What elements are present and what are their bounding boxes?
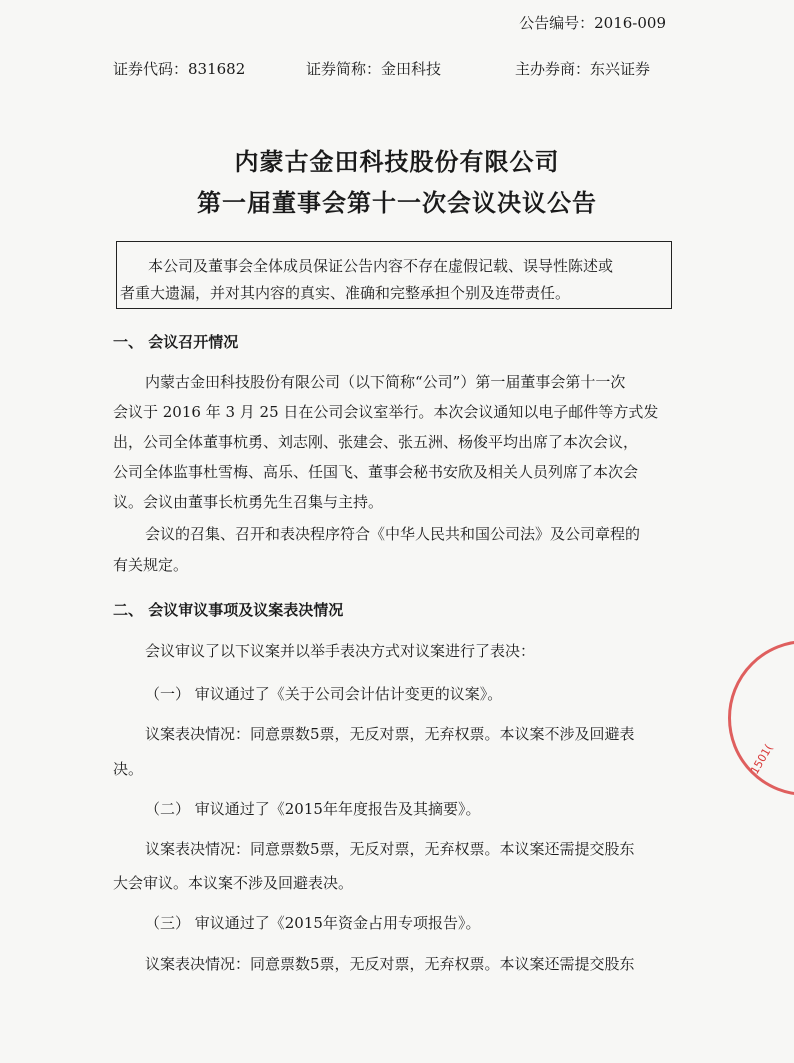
paragraph-line: 会议的召集、召开和表决程序符合《中华人民共和国公司法》及公司章程的 (145, 525, 641, 543)
item2-vote: 大会审议。本议案不涉及回避表决。 (113, 874, 354, 892)
paragraph-line: 议。会议由董事长杭勇先生召集与主持。 (113, 493, 384, 511)
disclaimer-line: 本公司及董事会全体成员保证公告内容不存在虚假记载、误导性陈述或 (148, 257, 614, 275)
paragraph-line: 有关规定。 (113, 556, 189, 574)
disclaimer-line: 者重大遗漏，并对其内容的真实、准确和完整承担个别及连带责任。 (120, 284, 571, 302)
document-title: 第一届董事会第十一次会议决议公告 (197, 188, 597, 217)
paragraph-line: 内蒙古金田科技股份有限公司（以下简称“公司”）第一届董事会第十一次 (145, 373, 626, 391)
item2-vote: 议案表决情况：同意票数5票，无反对票，无弃权票。本议案还需提交股东 (145, 840, 635, 858)
item1-vote: 决。 (113, 760, 144, 778)
paragraph-line: 出，公司全体董事杭勇、刘志刚、张建会、张五洲、杨俊平均出席了本次会议， (113, 433, 639, 451)
company-title: 内蒙古金田科技股份有限公司 (234, 147, 560, 176)
paragraph-line: 会议于 2016 年 3 月 25 日在公司会议室举行。本次会议通知以电子邮件等方式发 (113, 403, 659, 421)
item3-title: （三） 审议通过了《2015年资金占用专项报告》。 (145, 914, 481, 932)
section2-intro: 会议审议了以下议案并以举手表决方式对议案进行了表决： (145, 642, 536, 660)
stock-abbreviation: 证券简称：金田科技 (306, 60, 442, 78)
item2-title: （二） 审议通过了《2015年年度报告及其摘要》。 (145, 800, 481, 818)
stamp-text: 1501( (748, 742, 776, 777)
item1-vote: 议案表决情况：同意票数5票，无反对票，无弃权票。本议案不涉及回避表 (145, 725, 635, 743)
section1-heading: 一、 会议召开情况 (113, 333, 239, 351)
disclaimer-box (116, 241, 672, 309)
item3-vote: 议案表决情况：同意票数5票，无反对票，无弃权票。本议案还需提交股东 (145, 955, 635, 973)
announcement-number: 公告编号：2016-009 (519, 14, 666, 32)
item1-title: （一） 审议通过了《关于公司会计估计变更的议案》。 (145, 685, 503, 703)
lead-broker: 主办券商：东兴证券 (515, 60, 651, 78)
stock-code: 证券代码：831682 (113, 60, 246, 78)
paragraph-line: 公司全体监事杜雪梅、高乐、任国飞、董事会秘书安欣及相关人员列席了本次会 (113, 463, 639, 481)
section2-heading: 二、 会议审议事项及议案表决情况 (113, 601, 344, 619)
